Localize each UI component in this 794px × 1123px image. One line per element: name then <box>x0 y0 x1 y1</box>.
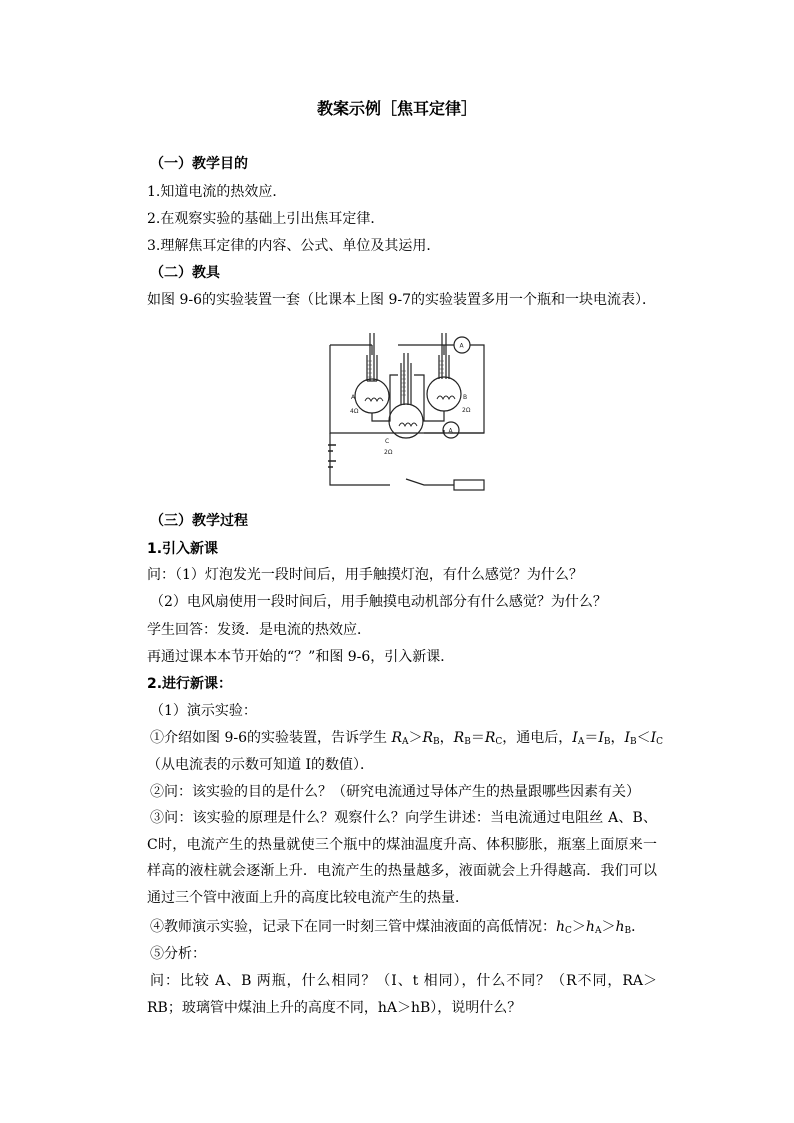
step-4-text: ④教师演示实验，记录下在同一时刻三管中煤油液面的高低情况： <box>150 919 556 935</box>
objective-item-3: 3.理解焦耳定律的内容、公式、单位及其运用． <box>147 238 441 254</box>
student-answer: 学生回答：发烫．是电流的热效应． <box>147 622 371 638</box>
question-2: （2）电风扇使用一段时间后，用手触摸电动机部分有什么感觉？为什么？ <box>150 594 607 610</box>
analysis-text: 问：比较 A、B 两瓶，什么相同？（I、t 相同），什么不同？（R不同，RA＞RB；玻璃管中煤油上升的高度不同，hA＞hB），说明什么？ <box>147 973 657 1016</box>
equipment-text: 如图 9-6的实验装置一套（比课本上图 9-7的实验装置多用一个瓶和一块电流表）． <box>147 292 656 308</box>
question-1: 问：（1）灯泡发光一段时间后，用手触摸灯泡，有什么感觉？为什么？ <box>147 567 583 583</box>
flask-c-label: C <box>385 438 390 445</box>
step-5: ⑤分析： <box>150 946 206 962</box>
page-title: 教案示例［焦耳定律］ <box>316 99 477 118</box>
flask-b-resistance: 2Ω <box>462 407 471 414</box>
ammeter-label-right: A <box>448 427 453 435</box>
section-heading-process: （三）教学过程 <box>150 513 248 529</box>
section-heading-objectives: （一）教学目的 <box>150 156 248 172</box>
experiment-apparatus-figure <box>328 333 488 498</box>
step-1-line: ①介绍如图 9-6的实验装置，告诉学生 $R_A>R_B$，$R_B=R_C$，通电后，$I_A=I_B$，$I_B<I_C$ <box>150 730 664 747</box>
subheading-intro: 1.引入新课 <box>147 541 219 557</box>
ammeter-label-top: A <box>459 342 464 350</box>
step-2: ②问：该实验的目的是什么？（研究电流通过导体产生的热量跟哪些因素有关） <box>150 784 640 800</box>
step-1-note: （从电流表的示数可知道 I的数值）． <box>147 757 374 773</box>
flask-c-resistance: 2Ω <box>384 449 393 456</box>
demo-label: （1）演示实验： <box>150 703 257 719</box>
step-1-text: ①介绍如图 9-6的实验装置，告诉学生 <box>150 730 392 746</box>
step-3: ③问：该实验的原理是什么？观察什么？向学生讲述：当电流通过电阻丝 A、B、C时，电流产生的热量就使三个瓶中的煤油温度升高、体积膨胀，瓶塞上面原来一样高的液柱就会逐渐上升．电流产生的热量越多，液面就会上升得越高．我们可以通过三个管中液面上升的高度比较电流产生的热量． <box>147 810 657 906</box>
intro-text: 再通过课本本节开始的“？”和图 9-6，引入新课． <box>147 649 455 665</box>
objective-item-2: 2.在观察实验的基础上引出焦耳定律． <box>147 211 385 227</box>
section-heading-equipment: （二）教具 <box>150 265 220 281</box>
step-4-line: ④教师演示实验，记录下在同一时刻三管中煤油液面的高低情况：$h_C>h_A>h_B$． <box>150 919 646 936</box>
flask-b-label: B <box>463 394 468 401</box>
flask-a-resistance: 4Ω <box>350 408 359 415</box>
flask-a-label: A <box>351 394 356 401</box>
objective-item-1: 1.知道电流的热效应． <box>147 184 287 200</box>
subheading-new-lesson: 2.进行新课： <box>147 676 233 692</box>
